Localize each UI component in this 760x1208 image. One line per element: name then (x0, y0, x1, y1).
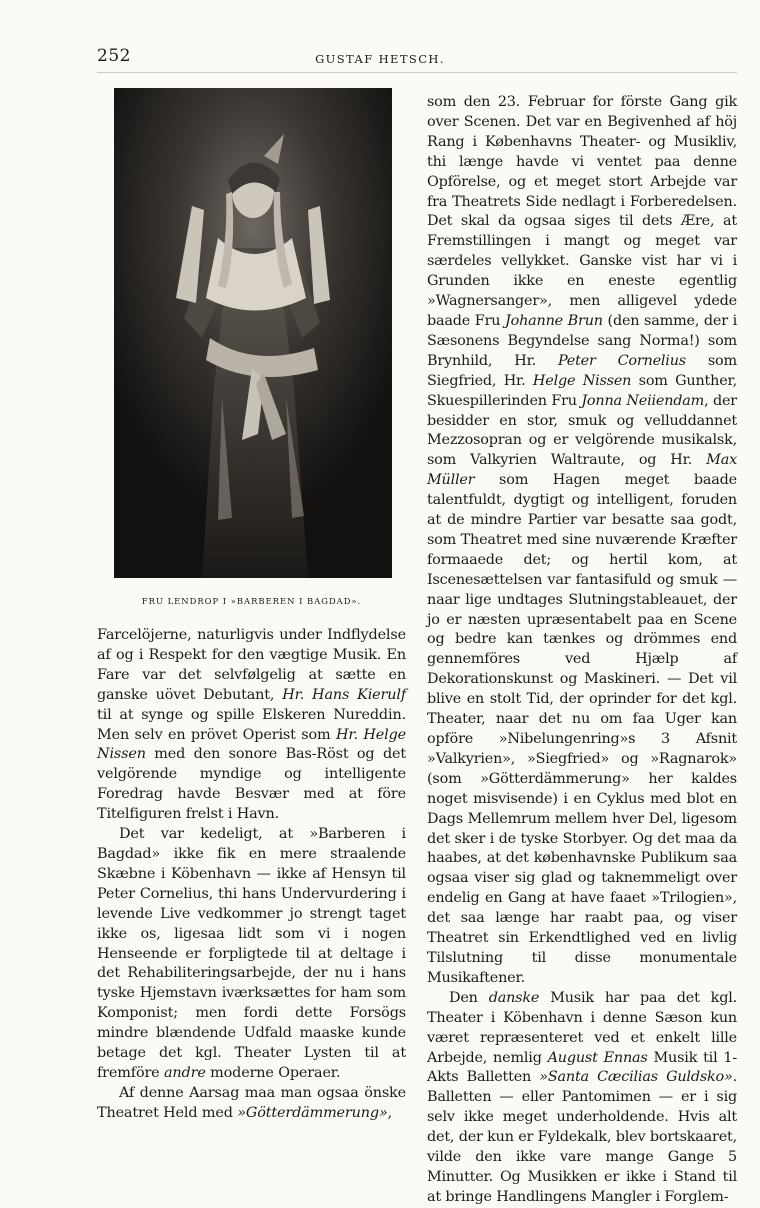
left-column (97, 88, 406, 1124)
left-paragraph-1: Farcelöjerne, naturligvis under Indflydelse af og i Respekt for den vægtige Musik. En Fare var det selvfølgelig at sætte en ganske uövet Debutant, Hr. Hans Kierulf til at synge og spille Elskeren Nureddin. Men selv en prövet Operist som Hr. Helge Nissen med den sonore Bas-Röst og det velgörende myndige og intelligente Foredrag havde Besvær med at före Titelfiguren frelst i Havn. (97, 627, 407, 823)
running-head: GUSTAF HETSCH. (315, 52, 445, 66)
person-name: Helge Nissen (532, 372, 632, 389)
figure-caption: FRU LENDROP I »BARBEREN I BAGDAD». (141, 596, 362, 606)
person-name: Hr. Helge Nissen (97, 726, 407, 763)
person-name: Johanne Brun (505, 312, 603, 329)
work-title: »Santa Cæcilias Guldsko» (539, 1069, 733, 1086)
emphasis: andre (163, 1064, 206, 1081)
person-name: Jonna Neiiendam (581, 392, 705, 409)
person-name: August Ennas (547, 1049, 648, 1066)
figure-photo (114, 88, 392, 578)
right-column (427, 93, 737, 1208)
left-paragraph-2: Det var kedeligt, at »Barberen i Bagdad» ikke fik en mere straalende Skæbne i Köbenhavn — ikke af Hensyn til Peter Cornelius, thi hans Undervurdering i levende Live vedkommer jo strengt taget ikke os, ligesaa lidt som vi i nogen Henseende er forpligtede til at deltage i det Rehabiliteringsarbejde, der nu i hans tyske Hjemstavn iværksættes for ham som Komponist; men fordi dette Forsögs mindre blændende Udfald maaske kunde betage det kgl. Theater Lysten til at fremföre andre moderne Operaer. (97, 826, 406, 1081)
header-rule (97, 72, 737, 73)
person-name: Max Müller (427, 452, 737, 489)
page-number: 252 (97, 46, 131, 66)
work-title: »Götterdämmerung» (237, 1104, 388, 1121)
person-name: Hr. Hans Kierulf (282, 686, 407, 703)
emphasis: danske (488, 989, 540, 1006)
person-name: Peter Cornelius (557, 352, 686, 369)
right-paragraph-2: Den danske Musik har paa det kgl. Theater i Köbenhavn i denne Sæson kun været repræsenteret ved et enkelt lille Arbejde, nemlig August Ennas Musik til 1-Akts Balletten »Santa Cæcilias Guldsko». Balletten — eller Pantomimen — er i sig selv ikke meget underholdende. Hvis alt det, der kun er Fyldekalk, blev bortskaaret, vilde den ikke vare mange Gange 5 Minutter. Og Musikken er ikke i Stand til at bringe Handlingens Mangler i Forglem- (427, 989, 737, 1205)
right-paragraph-1: som den 23. Februar for förste Gang gik over Scenen. Det var en Begivenhed af höj Rang i Københavns Theater- og Musikliv, thi længe havde vi ventet paa denne Opförelse, og et meget stort Arbejde var fra Theatrets Side nedlagt i Forberedelsen. Det skal da ogsaa siges til dets Ære, at Fremstillingen i mangt og meget var særdeles vellykket. Ganske vist har vi i Grunden ikke en eneste egentlig »Wagnersanger», men alligevel ydede baade Fru Johanne Brun (den samme, der i Sæsonens Begyndelse sang Norma!) som Brynhild, Hr. Peter Cornelius som Siegfried, Hr. Helge Nissen som Gunther, Skuespillerinden Fru Jonna Neiiendam, der besidder en stor, smuk og velluddannet Mezzosopran og er velgörende musikalsk, som Valkyrien Waltraute, og Hr. Max Müller som Hagen meget baade talentfuldt, dygtigt og intelligent, foruden at de mindre Partier var besatte saa godt, som Theatret med sine nuværende Kræfter formaaede det; og hertil kom, at Iscenesættelsen var fantasifuld og smuk — naar lige undtages Slutningstableauet, der jo er næsten upræsentabelt paa en Scene og bedre kan tænkes og drömmes end gennemföres ved Hjælp af Dekorationskunst og Maskineri. — Det vil blive en stolt Tid, der oprinder for det kgl. Theater, naar det nu om faa Uger kan opföre »Nibelungenring»s 3 Afsnit »Valkyrien», »Siegfried» og »Ragnarok» (som »Götterdämmerung» her kaldes noget misvisende) i en Cyklus med blot en Dags Mellemrum mellem hver Del, ligesom det sker i de tyske Storbyer. Og det maa da haabes, at det københavnske Publikum saa ogsaa viser sig glad og taknemmeligt over endelig en Gang at have faaet »Trilogien», det saa længe har raabt paa, og viser Theatret sin Erkendtlighed ved en livlig Tilslutning til disse monumentale Musikaftener. (427, 94, 738, 986)
left-paragraph-3: Af denne Aarsag maa man ogsaa önske Theatret Held med »Götterdämmerung», (97, 1084, 406, 1121)
singer-portrait-illustration (114, 88, 392, 578)
